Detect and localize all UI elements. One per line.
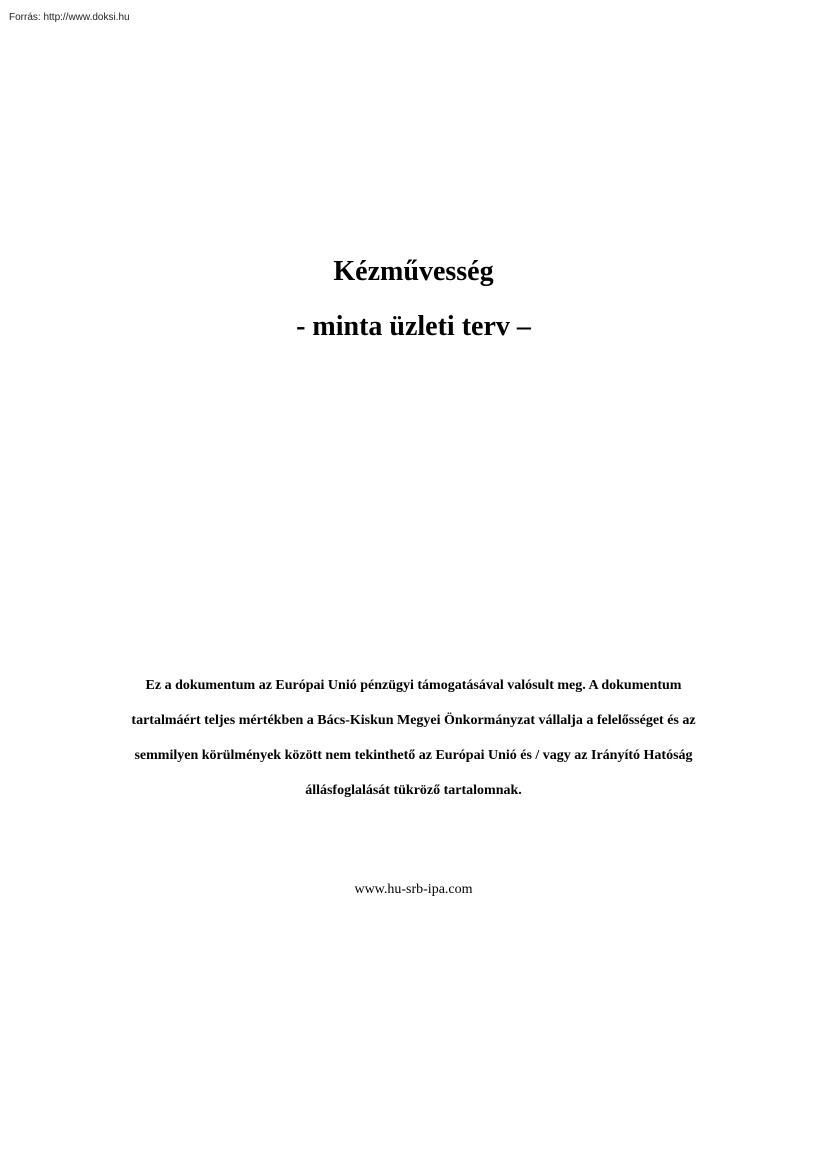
website-text: www.hu-srb-ipa.com <box>354 882 473 897</box>
document-title: Kézművesség <box>333 256 494 287</box>
source-note: Forrás: http://www.doksi.hu <box>9 12 130 23</box>
disclaimer-line: semmilyen körülmények között nem tekinthető az Európai Unió és / vagy az Irányító Hatóság <box>134 748 693 763</box>
document-subtitle: - minta üzleti terv – <box>296 311 531 342</box>
disclaimer-line: tartalmáért teljes mértékben a Bács-Kiskun Megyei Önkormányzat vállalja a felelősséget és az <box>131 713 696 728</box>
disclaimer-line: állásfoglalását tükröző tartalomnak. <box>305 783 522 798</box>
title-block <box>0 255 827 344</box>
eu-disclaimer <box>90 677 737 817</box>
disclaimer-line: Ez a dokumentum az Európai Unió pénzügyi támogatásával valósult meg. A dokumentum <box>145 678 682 693</box>
